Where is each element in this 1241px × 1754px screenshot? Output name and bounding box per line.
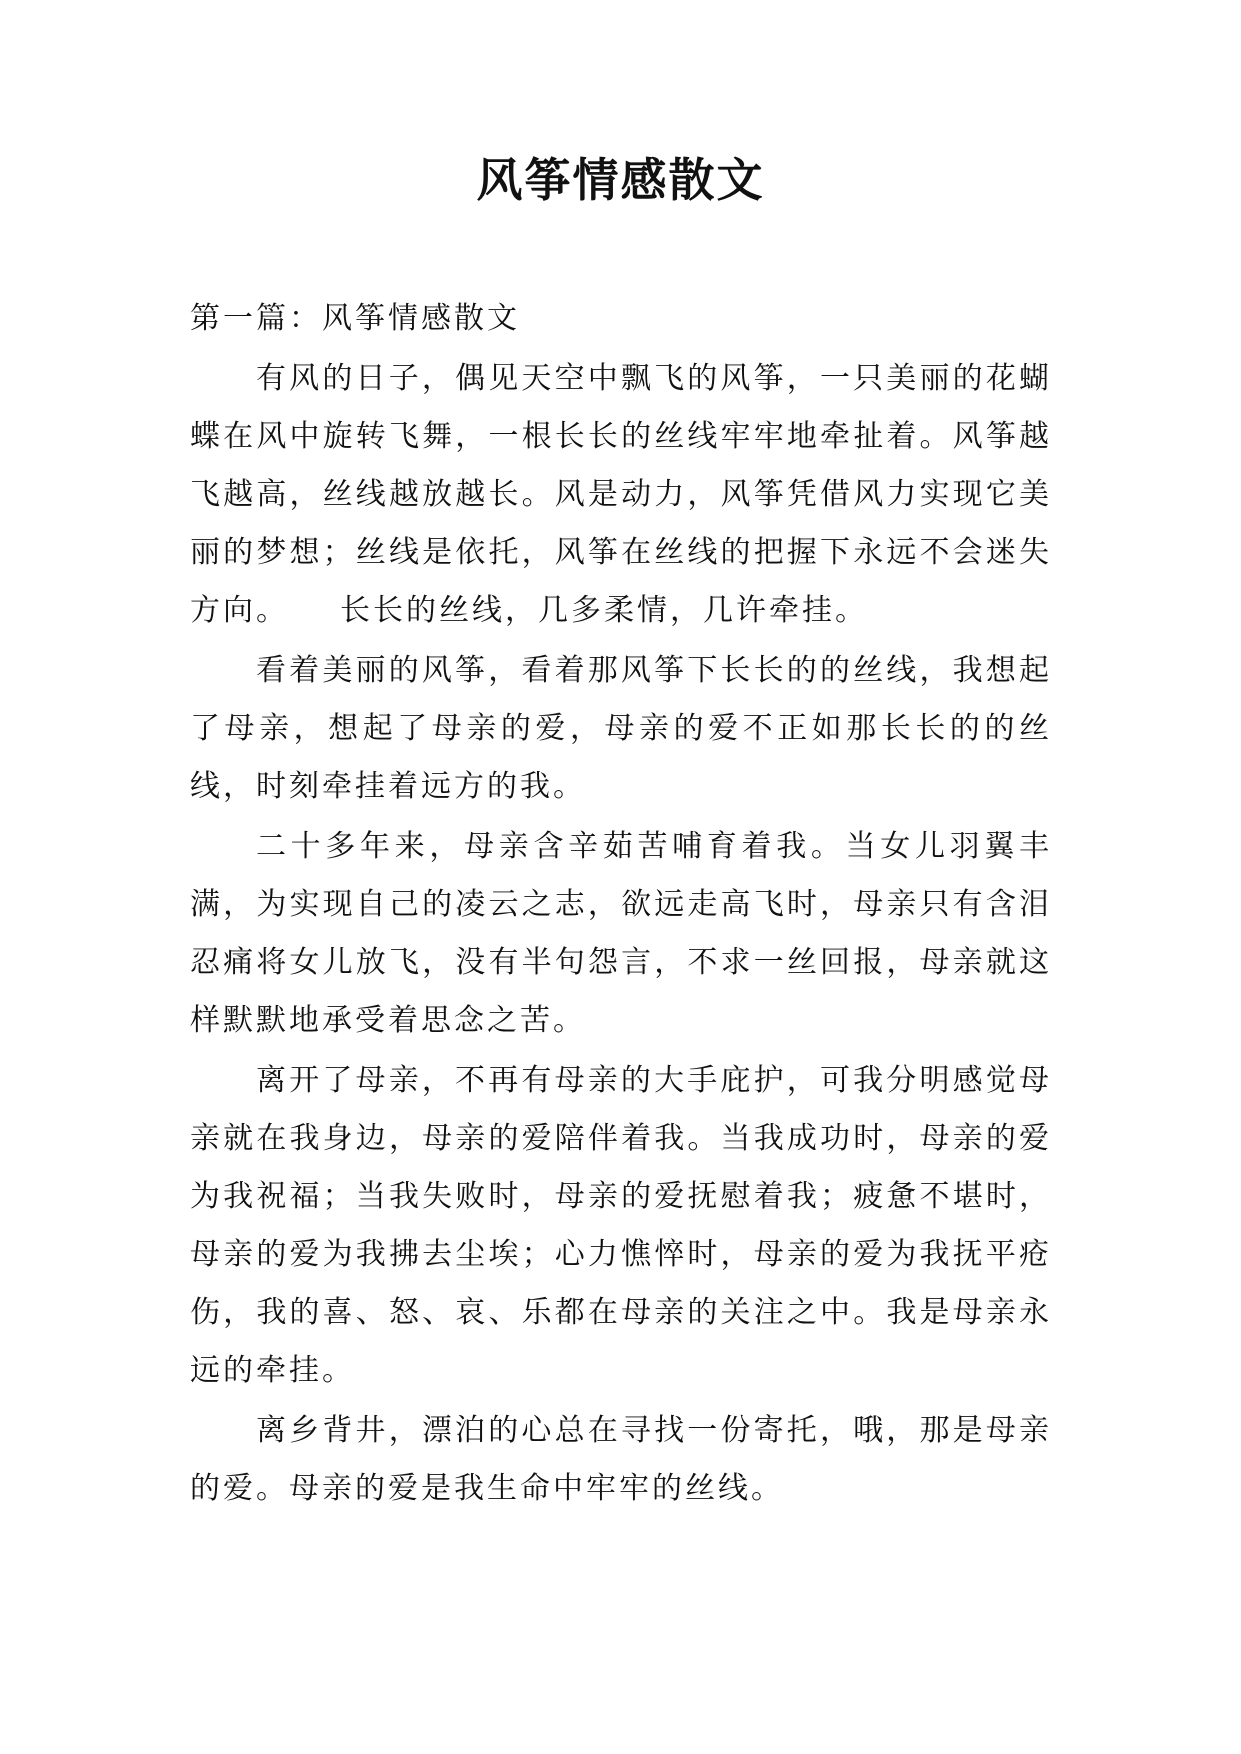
document-body	[190, 290, 1052, 1520]
paragraph-3: 二十多年来，母亲含辛茹苦哺育着我。当女儿羽翼丰满，为实现自己的凌云之志，欲远走高飞时，母亲只有含泪忍痛将女儿放飞，没有半句怨言，不求一丝回报，母亲就这样默默地承受着思念之苦。	[190, 829, 1052, 1038]
document-title: 风筝情感散文	[476, 153, 765, 207]
section-heading: 第一篇：风筝情感散文	[190, 301, 520, 336]
paragraph-1: 有风的日子，偶见天空中飘飞的风筝，一只美丽的花蝴蝶在风中旋转飞舞，一根长长的丝线牢牢地牵扯着。风筝越飞越高，丝线越放越长。风是动力，风筝凭借风力实现它美丽的梦想；丝线是依托，风筝在丝线的把握下永远不会迷失方向。 长长的丝线，几多柔情，几许牵挂。	[190, 361, 1052, 628]
paragraph-4: 离开了母亲，不再有母亲的大手庇护，可我分明感觉母亲就在我身边，母亲的爱陪伴着我。当我成功时，母亲的爱为我祝福；当我失败时，母亲的爱抚慰着我；疲惫不堪时，母亲的爱为我拂去尘埃；心力憔悴时，母亲的爱为我抚平疮伤，我的喜、怒、哀、乐都在母亲的关注之中。我是母亲永远的牵挂。	[190, 1063, 1052, 1388]
paragraph-2: 看着美丽的风筝，看着那风筝下长长的的丝线，我想起了母亲，想起了母亲的爱，母亲的爱不正如那长长的的丝线，时刻牵挂着远方的我。	[190, 653, 1052, 804]
paragraph-5: 离乡背井，漂泊的心总在寻找一份寄托，哦，那是母亲的爱。母亲的爱是我生命中牢牢的丝线。	[190, 1413, 1052, 1506]
